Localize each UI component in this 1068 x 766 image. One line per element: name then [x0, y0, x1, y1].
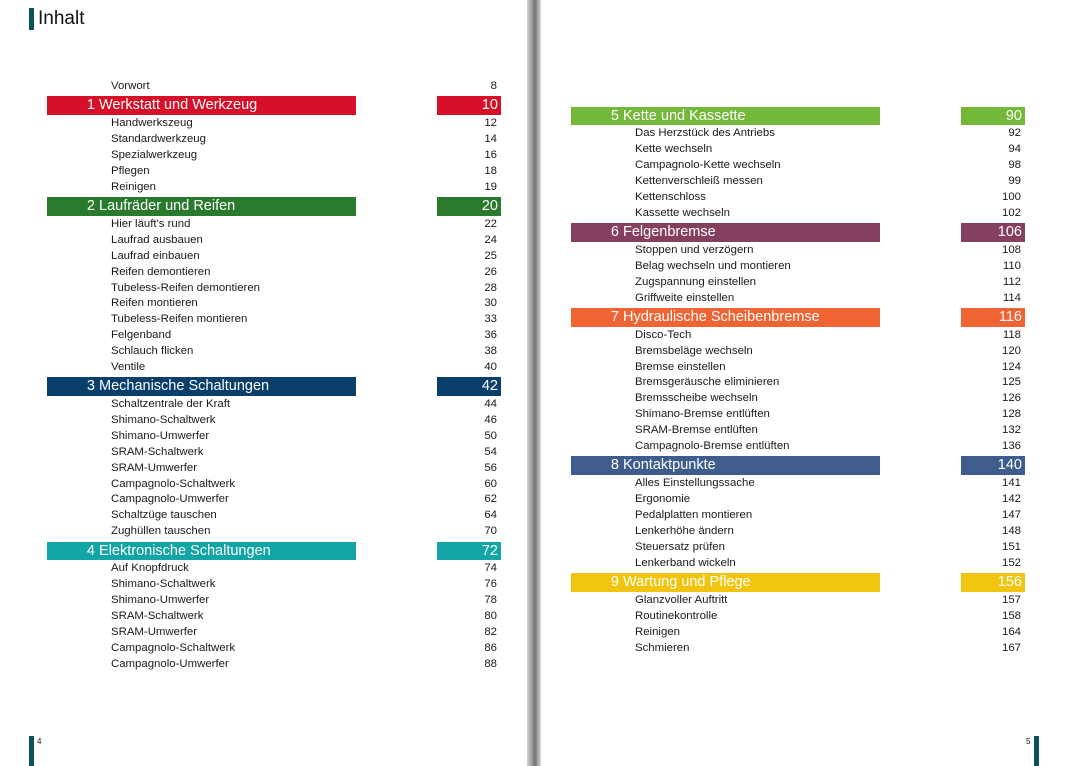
- toc-entry-label: Lenkerband wickeln: [635, 556, 736, 569]
- toc-entry[interactable]: [571, 126, 1023, 142]
- toc-entry[interactable]: [571, 206, 1023, 222]
- toc-entry-page: 94: [1008, 143, 1021, 156]
- toc-entry[interactable]: [571, 641, 1023, 657]
- toc-entry-label: Spezialwerkzeug: [111, 148, 198, 161]
- chapter-page-box: [961, 456, 1025, 475]
- toc-entry-label: Zughüllen tauschen: [111, 525, 211, 538]
- toc-entry-page: 126: [1001, 392, 1021, 405]
- toc-entry-page: 100: [1001, 190, 1021, 203]
- toc-entry-label: Campagnolo-Umwerfer: [111, 493, 229, 506]
- toc-entry-page: 114: [1002, 291, 1021, 304]
- toc-entry[interactable]: [571, 423, 1023, 439]
- toc-entry[interactable]: [47, 249, 499, 265]
- toc-entry[interactable]: [571, 328, 1023, 344]
- toc-entry[interactable]: [47, 609, 499, 625]
- toc-entry-label: Pflegen: [111, 164, 150, 177]
- toc-entry-page: 92: [1008, 127, 1021, 140]
- toc-entry[interactable]: [571, 476, 1023, 492]
- toc-entry-page: 118: [1002, 328, 1021, 341]
- chapter-title: Kette und Kassette: [623, 107, 746, 124]
- toc-entry-label: Campagnolo-Schaltwerk: [111, 641, 236, 654]
- toc-entry-page: 25: [484, 249, 497, 262]
- chapter-page-box: [437, 197, 501, 216]
- toc-entry[interactable]: [47, 328, 499, 344]
- toc-entry-page: 12: [484, 117, 497, 130]
- toc-entry-label: Kassette wechseln: [635, 206, 730, 219]
- toc-entry-label: Campagnolo-Schaltwerk: [111, 477, 236, 490]
- toc-entry-page: 128: [1001, 408, 1021, 421]
- toc-entry[interactable]: [47, 148, 499, 164]
- title-accent-bar: [29, 8, 34, 30]
- toc-entry[interactable]: [571, 259, 1023, 275]
- toc-entry-page: 19: [484, 180, 497, 193]
- chapter-page-box: [437, 542, 501, 561]
- toc-entry-page: 64: [484, 509, 497, 522]
- chapter-number: 1: [86, 97, 95, 114]
- toc-entry[interactable]: [47, 561, 499, 577]
- toc-entry-page: 142: [1001, 493, 1021, 506]
- toc-entry-page: 8: [490, 80, 497, 92]
- toc-entry-page: 14: [484, 133, 497, 146]
- toc-entry-label: Shimano-Umwerfer: [111, 594, 210, 607]
- toc-entry-label: Steuersatz prüfen: [635, 540, 725, 553]
- toc-entry-page: 26: [484, 265, 497, 278]
- toc-entry-label: Laufrad einbauen: [111, 249, 200, 262]
- chapter-number: 4: [86, 542, 95, 559]
- toc-entry-page: 110: [1002, 259, 1021, 272]
- toc-entry-page: 157: [1001, 593, 1021, 606]
- chapter-heading-4[interactable]: [47, 542, 499, 561]
- toc-entry-label: Alles Einstellungssache: [635, 477, 755, 490]
- toc-entry[interactable]: [47, 413, 499, 429]
- toc-entry-label: Schlauch flicken: [111, 345, 194, 358]
- toc-entry-label: Reifen demontieren: [111, 265, 211, 278]
- toc-entry-page: 54: [484, 445, 497, 458]
- toc-entry-page: 98: [1008, 159, 1021, 172]
- toc-entry-label: Ventile: [111, 360, 146, 373]
- toc-entry[interactable]: [571, 275, 1023, 291]
- chapter-number: 2: [86, 198, 95, 215]
- toc-entry[interactable]: [47, 445, 499, 461]
- page-title: Inhalt: [38, 8, 85, 29]
- toc-entry-page: 124: [1001, 360, 1021, 373]
- toc-entry-label: Reinigen: [111, 180, 156, 193]
- toc-right: [571, 105, 1023, 656]
- chapter-page-number: 116: [998, 309, 1022, 325]
- toc-entry-page: 22: [484, 217, 497, 230]
- toc-entry[interactable]: [571, 492, 1023, 508]
- toc-entry-page: 60: [484, 477, 497, 490]
- toc-entry[interactable]: [571, 174, 1023, 190]
- chapter-title: Werkstatt und Werkzeug: [99, 97, 258, 114]
- toc-entry[interactable]: [47, 296, 499, 312]
- chapter-page-number: 20: [481, 198, 498, 215]
- toc-entry-label: Kettenschloss: [635, 190, 706, 203]
- toc-entry-page: 88: [484, 657, 497, 670]
- chapter-title: Elektronische Schaltungen: [99, 542, 271, 559]
- toc-entry-label: Reinigen: [635, 625, 680, 638]
- toc-entry-label: Schmieren: [635, 641, 690, 654]
- toc-entry-label: SRAM-Umwerfer: [111, 461, 198, 474]
- toc-entry[interactable]: [571, 625, 1023, 641]
- chapter-number: 5: [610, 107, 619, 124]
- toc-entry[interactable]: [571, 609, 1023, 625]
- toc-entry-page: 70: [484, 525, 497, 538]
- toc-entry-label: Campagnolo-Kette wechseln: [635, 159, 781, 172]
- chapter-page-number: 10: [481, 97, 498, 114]
- toc-entry[interactable]: [47, 217, 499, 233]
- toc-entry[interactable]: [47, 233, 499, 249]
- chapter-page-number: 106: [997, 224, 1022, 241]
- chapter-number: 7: [610, 309, 619, 325]
- chapter-page-number: 156: [997, 574, 1022, 591]
- folio-accent-bar: [29, 736, 34, 766]
- toc-entry-label: Disco-Tech: [635, 328, 692, 341]
- toc-entry-label: Shimano-Schaltwerk: [111, 414, 216, 427]
- toc-entry-label: Tubeless-Reifen montieren: [111, 313, 248, 326]
- toc-entry-page: 18: [484, 164, 497, 177]
- toc-entry-label: Schaltzüge tauschen: [111, 509, 217, 522]
- toc-entry-page: 36: [484, 329, 497, 342]
- toc-entry-page: 147: [1001, 509, 1021, 521]
- page-number: 4: [37, 737, 42, 746]
- toc-entry[interactable]: [47, 641, 499, 657]
- toc-entry[interactable]: [571, 524, 1023, 540]
- toc-entry-page: 102: [1001, 206, 1021, 219]
- chapter-number: 9: [610, 574, 619, 591]
- toc-entry-page: 16: [484, 148, 497, 161]
- toc-entry-page: 28: [484, 281, 497, 294]
- toc-entry[interactable]: [47, 116, 499, 132]
- toc-entry-label: SRAM-Bremse entlüften: [635, 424, 758, 437]
- toc-entry-label: Reifen montieren: [111, 297, 198, 310]
- chapter-page-number: 42: [481, 378, 498, 395]
- chapter-title: Kontaktpunkte: [623, 457, 716, 474]
- toc-entry-page: 30: [484, 297, 497, 310]
- chapter-number: 8: [610, 457, 619, 474]
- toc-entry[interactable]: [47, 132, 499, 148]
- toc-entry[interactable]: [47, 312, 499, 328]
- chapter-heading-9[interactable]: [571, 573, 1023, 592]
- toc-entry-label: Campagnolo-Umwerfer: [111, 657, 229, 670]
- chapter-title: Mechanische Schaltungen: [99, 378, 270, 395]
- toc-entry-page: 74: [484, 562, 497, 575]
- toc-entry-label: Shimano-Bremse entlüften: [635, 408, 770, 421]
- toc-entry-page: 46: [484, 414, 497, 427]
- toc-entry[interactable]: [47, 265, 499, 281]
- chapter-title: Felgenbremse: [623, 224, 716, 241]
- toc-entry[interactable]: [47, 577, 499, 593]
- chapter-page-box: [437, 377, 501, 396]
- toc-entry-label: Belag wechseln und montieren: [635, 259, 791, 272]
- toc-entry[interactable]: [47, 492, 499, 508]
- toc-entry-page: 136: [1001, 440, 1021, 453]
- chapter-number: 6: [610, 224, 619, 241]
- toc-entry[interactable]: [571, 540, 1023, 556]
- toc-entry-page: 151: [1001, 540, 1021, 553]
- toc-entry-page: 108: [1001, 243, 1021, 256]
- toc-entry-page: 62: [484, 493, 497, 506]
- toc-entry-label: Bremsscheibe wechseln: [635, 392, 758, 405]
- toc-entry[interactable]: [571, 158, 1023, 174]
- toc-entry[interactable]: [571, 407, 1023, 423]
- chapter-page-box: [961, 308, 1025, 327]
- toc-entry[interactable]: [571, 243, 1023, 259]
- toc-entry-page: 141: [1001, 477, 1021, 490]
- toc-entry-label: Routinekontrolle: [635, 609, 718, 622]
- toc-entry-page: 38: [484, 345, 497, 358]
- toc-entry-label: Bremsgeräusche eliminieren: [635, 376, 780, 389]
- toc-entry[interactable]: [47, 593, 499, 609]
- toc-entry[interactable]: [47, 477, 499, 493]
- toc-entry-page: 40: [484, 360, 497, 373]
- toc-entry-page: 56: [484, 461, 497, 474]
- chapter-heading-1[interactable]: [47, 96, 499, 115]
- chapter-heading-6[interactable]: [571, 223, 1023, 242]
- toc-entry[interactable]: [571, 360, 1023, 376]
- chapter-page-box: [437, 96, 501, 115]
- toc-entry-page: 44: [484, 398, 497, 411]
- toc-entry-page: 158: [1001, 609, 1021, 622]
- toc-entry[interactable]: [571, 142, 1023, 158]
- toc-entry-intro[interactable]: [47, 79, 499, 95]
- toc-entry-page: 112: [1002, 275, 1021, 288]
- toc-entry[interactable]: [571, 291, 1023, 307]
- toc-entry-label: Stoppen und verzögern: [635, 243, 754, 256]
- toc-entry-page: 82: [484, 626, 497, 639]
- toc-entry-label: Hier läuft's rund: [111, 217, 191, 230]
- right-page: [541, 0, 1068, 766]
- toc-entry-label: Lenkerhöhe ändern: [635, 524, 734, 537]
- chapter-heading-7[interactable]: [571, 308, 1023, 327]
- folio-accent-bar: [1034, 736, 1039, 766]
- toc-entry[interactable]: [47, 164, 499, 180]
- chapter-page-box: [961, 223, 1025, 242]
- toc-entry[interactable]: [47, 508, 499, 524]
- chapter-title: Wartung und Pflege: [623, 574, 751, 591]
- toc-entry-page: 125: [1001, 376, 1021, 389]
- toc-entry-label: Bremse einstellen: [635, 360, 726, 373]
- chapter-page-box: [961, 107, 1025, 126]
- toc-entry[interactable]: [47, 461, 499, 477]
- toc-entry[interactable]: [571, 391, 1023, 407]
- toc-entry-page: 80: [484, 610, 497, 623]
- toc-entry-label: Standardwerkzeug: [111, 133, 206, 146]
- toc-entry-label: Shimano-Umwerfer: [111, 429, 210, 442]
- left-page: [0, 0, 527, 766]
- toc-entry-page: 120: [1001, 344, 1021, 357]
- chapter-page-box: [961, 573, 1025, 592]
- toc-entry[interactable]: [571, 344, 1023, 360]
- toc-entry[interactable]: [47, 180, 499, 196]
- toc-entry[interactable]: [571, 556, 1023, 572]
- toc-entry[interactable]: [47, 429, 499, 445]
- toc-entry-label: SRAM-Schaltwerk: [111, 610, 204, 623]
- toc-entry-label: Felgenband: [111, 329, 172, 342]
- toc-entry[interactable]: [47, 657, 499, 673]
- toc-entry[interactable]: [571, 593, 1023, 609]
- chapter-heading-8[interactable]: [571, 456, 1023, 475]
- toc-entry-label: Schaltzentrale der Kraft: [111, 398, 231, 411]
- toc-entry-label: Bremsbeläge wechseln: [635, 344, 753, 357]
- toc-entry-page: 167: [1001, 641, 1021, 654]
- toc-entry-label: Das Herzstück des Antriebs: [635, 127, 775, 140]
- toc-entry-label: Kette wechseln: [635, 143, 713, 156]
- toc-entry-page: 132: [1001, 424, 1021, 437]
- toc-entry[interactable]: [47, 281, 499, 297]
- toc-entry-page: 148: [1001, 524, 1021, 537]
- toc-entry-page: 164: [1001, 625, 1021, 638]
- toc-entry-label: Ergonomie: [635, 493, 691, 506]
- toc-entry-label: Kettenverschleiß messen: [635, 174, 763, 187]
- toc-entry-page: 86: [484, 641, 497, 654]
- toc-entry-label: Campagnolo-Bremse entlüften: [635, 440, 790, 453]
- toc-entry[interactable]: [47, 344, 499, 360]
- toc-entry-page: 33: [484, 313, 497, 326]
- toc-entry[interactable]: [571, 508, 1023, 524]
- toc-entry-label: Handwerkszeug: [111, 117, 193, 130]
- toc-entry-label: Vorwort: [111, 80, 150, 92]
- toc-entry-label: Shimano-Schaltwerk: [111, 578, 216, 591]
- chapter-heading-2[interactable]: [47, 197, 499, 216]
- toc-entry[interactable]: [571, 190, 1023, 206]
- toc-entry-page: 152: [1001, 556, 1021, 569]
- book-gutter: [527, 0, 541, 766]
- toc-entry-page: 99: [1008, 174, 1021, 187]
- toc-entry[interactable]: [47, 360, 499, 376]
- toc-entry-page: 78: [484, 594, 497, 607]
- toc-entry-label: Pedalplatten montieren: [635, 509, 753, 521]
- toc-entry-page: 50: [484, 429, 497, 442]
- chapter-number: 3: [86, 378, 95, 395]
- chapter-page-number: 90: [1005, 107, 1022, 124]
- chapter-title: Laufräder und Reifen: [99, 198, 236, 215]
- toc-entry-label: Glanzvoller Auftritt: [635, 593, 728, 606]
- toc-entry[interactable]: [47, 397, 499, 413]
- toc-entry-label: SRAM-Schaltwerk: [111, 445, 204, 458]
- chapter-heading-3[interactable]: [47, 377, 499, 396]
- toc-entry-label: Griffweite einstellen: [635, 291, 735, 304]
- toc-entry-label: Zugspannung einstellen: [635, 275, 756, 288]
- toc-entry[interactable]: [571, 439, 1023, 455]
- chapter-title: Hydraulische Scheibenbremse: [623, 309, 820, 325]
- page-number: 5: [1026, 737, 1031, 746]
- chapter-page-number: 140: [997, 457, 1022, 474]
- toc-entry[interactable]: [47, 625, 499, 641]
- chapter-page-number: 72: [481, 542, 498, 559]
- chapter-heading-5[interactable]: [571, 107, 1023, 126]
- toc-entry-page: 24: [484, 233, 497, 246]
- toc-entry-label: SRAM-Umwerfer: [111, 626, 198, 639]
- toc-entry[interactable]: [47, 524, 499, 540]
- toc-entry-page: 76: [484, 578, 497, 591]
- toc-left: [47, 79, 499, 673]
- toc-entry[interactable]: [571, 375, 1023, 391]
- toc-entry-label: Laufrad ausbauen: [111, 233, 203, 246]
- toc-entry-label: Auf Knopfdruck: [111, 562, 189, 575]
- toc-entry-label: Tubeless-Reifen demontieren: [111, 281, 261, 294]
